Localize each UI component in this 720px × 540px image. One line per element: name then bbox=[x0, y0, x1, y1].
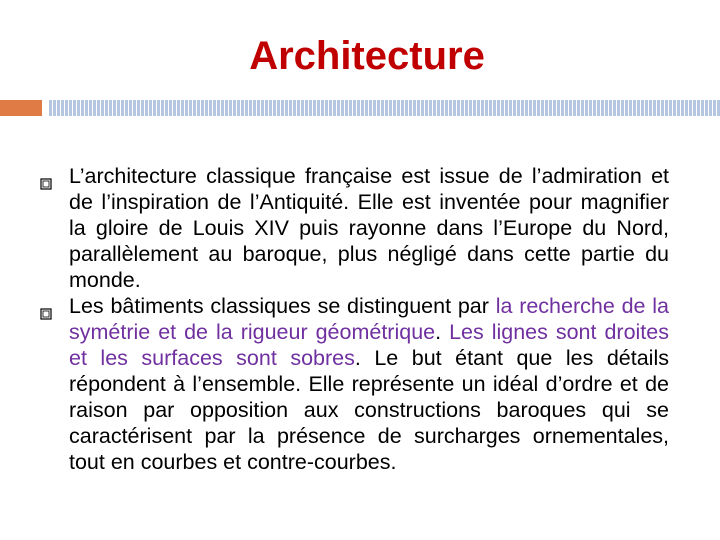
square-bullet-icon bbox=[40, 300, 52, 312]
divider-striped-bar bbox=[49, 100, 720, 116]
bullet-list bbox=[0, 163, 720, 475]
emphasis-text: Les lignes sont droites et les surfaces sont sobres bbox=[69, 320, 669, 370]
bullet-text: . bbox=[435, 320, 450, 344]
slide-title: Architecture bbox=[249, 34, 485, 78]
title-divider bbox=[0, 100, 720, 116]
bullet-item bbox=[0, 293, 669, 475]
emphasis-text: la recherche de la symétrie et de la rigueur géométrique bbox=[69, 294, 669, 344]
divider-accent-block bbox=[0, 100, 42, 116]
square-bullet-icon bbox=[40, 170, 52, 182]
bullet-text: L’architecture classique française est issue de l’admiration et de l’inspiration de l’Antiquité. Elle est inventée pour magnifier la gloire de Louis XIV puis rayonne dans l’Europe du Nord, parallèlement au baroque, plus négligé dans cette partie du monde. bbox=[69, 164, 669, 292]
bullet-item bbox=[0, 163, 669, 293]
bullet-text: . Le but étant que les détails répondent à l’ensemble. Elle représente un idéal d’ordre et de raison par opposition aux constructions baroques qui se caractérisent par la présence de surcharges ornementales, tout en courbes et contre-courbes. bbox=[69, 346, 669, 474]
bullet-text: Les bâtiments classiques se distinguent par bbox=[69, 294, 496, 318]
